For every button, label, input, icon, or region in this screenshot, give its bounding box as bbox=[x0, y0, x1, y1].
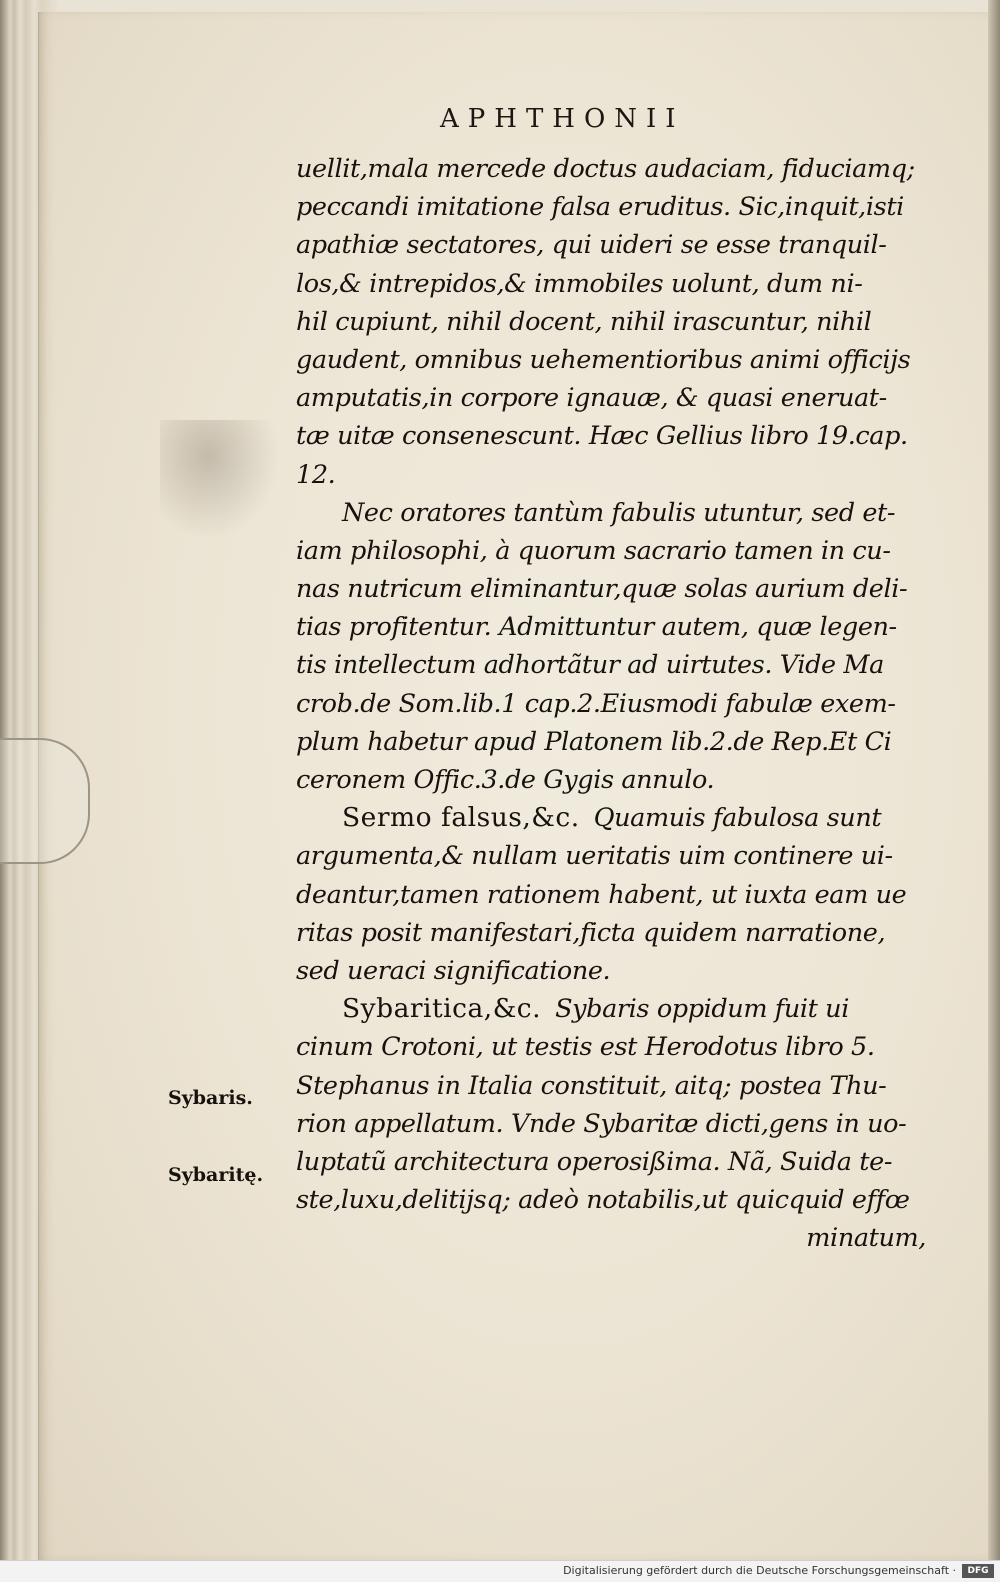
line-text: gaudent, omnibus uehementioribus animi officijs bbox=[296, 344, 911, 375]
line-text: deantur,tamen rationem habent, ut iuxta eam ue bbox=[296, 879, 907, 910]
line-text: tias profitentur. Admittuntur autem, quæ legen- bbox=[296, 612, 897, 643]
book-right-edge bbox=[988, 0, 1000, 1560]
text-line bbox=[296, 1143, 946, 1181]
text-line bbox=[296, 1067, 946, 1105]
text-line bbox=[296, 723, 946, 761]
line-text: ste,luxu,delitijsq; adeò notabilis,ut quicquid effœ bbox=[296, 1185, 910, 1216]
text-line bbox=[296, 990, 946, 1028]
line-text: apathiæ sectatores, qui uideri se esse tranquil- bbox=[296, 230, 887, 261]
text-line bbox=[296, 265, 946, 303]
footer-credit: Digitalisierung gefördert durch die Deutsche Forschungsgemeinschaft · bbox=[563, 1564, 956, 1577]
margin-note-sybaris: Sybaris. bbox=[168, 1087, 253, 1109]
text-line bbox=[296, 532, 946, 570]
line-text: tæ uitæ consenescunt. Hæc Gellius libro 19.cap. bbox=[296, 421, 908, 452]
line-text: ceronem Offic.3.de Gygis annulo. bbox=[296, 765, 715, 795]
text-line bbox=[296, 303, 946, 341]
text-line bbox=[296, 379, 946, 417]
text-line bbox=[296, 570, 946, 608]
lemma: Sermo falsus,&c. bbox=[342, 802, 580, 834]
text-line bbox=[296, 952, 946, 990]
text-line bbox=[296, 761, 946, 799]
line-text: Nec oratores tantùm fabulis utuntur, sed et- bbox=[342, 497, 896, 528]
text-line bbox=[296, 226, 946, 264]
line-text: Quamuis fabulosa sunt bbox=[593, 803, 882, 834]
text-line bbox=[296, 494, 946, 532]
line-text: sed ueraci significatione. bbox=[296, 955, 611, 986]
page-clip bbox=[0, 738, 90, 864]
line-text: Stephanus in Italia constituit, aitq; postea Thu- bbox=[296, 1070, 887, 1101]
text-line bbox=[296, 341, 946, 379]
footer-bar bbox=[0, 1560, 1000, 1582]
text-line bbox=[296, 646, 946, 684]
line-text: tis intellectum adhortãtur ad uirtutes. Vide Ma bbox=[296, 650, 884, 681]
margin-note-sybaritae: Sybaritę. bbox=[168, 1164, 264, 1186]
ink-bleed-through bbox=[160, 420, 280, 540]
line-text: minatum, bbox=[806, 1223, 926, 1254]
line-text: plum habetur apud Platonem lib.2.de Rep.Et Ci bbox=[296, 726, 892, 757]
line-text: rion appellatum. Vnde Sybaritæ dicti,gens in uo- bbox=[296, 1108, 907, 1139]
text-line bbox=[296, 799, 946, 837]
line-text: amputatis,in corpore ignauæ, & quasi eneruat- bbox=[296, 383, 887, 414]
text-line bbox=[296, 1219, 946, 1257]
text-line bbox=[296, 1105, 946, 1143]
line-text: crob.de Som.lib.1 cap.2.Eiusmodi fabulæ exem- bbox=[296, 688, 896, 719]
text-line bbox=[296, 876, 946, 914]
line-text: Sybaris oppidum fuit ui bbox=[555, 994, 849, 1025]
text-line bbox=[296, 456, 946, 494]
line-text: los,& intrepidos,& immobiles uolunt, dum ni- bbox=[296, 268, 863, 299]
line-text: luptatũ architectura operosißima. Nã, Suida te- bbox=[296, 1146, 893, 1177]
line-text: nas nutricum eliminantur,quæ solas aurium deli- bbox=[296, 574, 908, 605]
text-line bbox=[296, 188, 946, 226]
line-text: cinum Crotoni, ut testis est Herodotus libro 5. bbox=[296, 1032, 875, 1063]
text-line bbox=[296, 685, 946, 723]
text-line bbox=[296, 914, 946, 952]
lemma: Sybaritica,&c. bbox=[342, 993, 542, 1025]
line-text: iam philosophi, à quorum sacrario tamen in cu- bbox=[296, 535, 891, 566]
text-line bbox=[296, 1028, 946, 1066]
line-text: argumenta,& nullam ueritatis uim continere ui- bbox=[296, 841, 893, 872]
text-line bbox=[296, 417, 946, 455]
running-header: APHTHONII bbox=[440, 104, 685, 134]
text-line bbox=[296, 150, 946, 188]
body-text bbox=[296, 150, 946, 1257]
line-text: 12. bbox=[296, 459, 336, 490]
line-text: peccandi imitatione falsa eruditus. Sic,inquit,isti bbox=[296, 192, 904, 223]
line-text: ritas posit manifestari,ficta quidem narratione, bbox=[296, 917, 886, 948]
line-text: hil cupiunt, nihil docent, nihil irascuntur, nihil bbox=[296, 306, 872, 337]
dfg-logo: DFG bbox=[962, 1564, 994, 1578]
text-line bbox=[296, 608, 946, 646]
line-text: uellit,mala mercede doctus audaciam, fiduciamq; bbox=[296, 154, 915, 184]
text-line bbox=[296, 837, 946, 875]
text-line bbox=[296, 1181, 946, 1219]
